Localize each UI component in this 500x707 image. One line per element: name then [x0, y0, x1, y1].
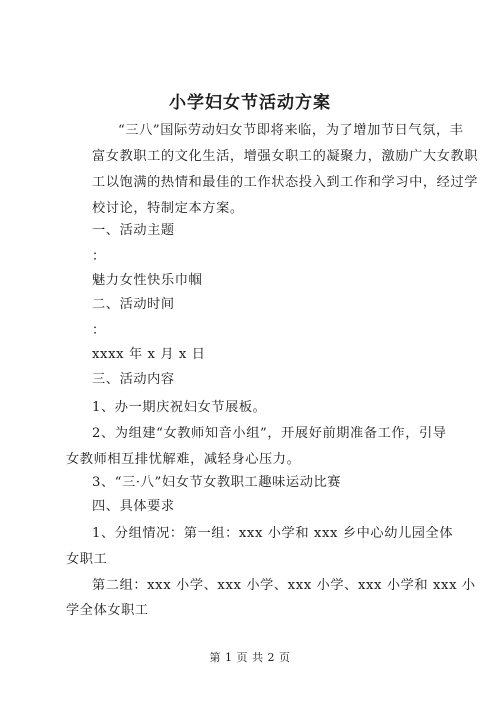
- time-colon: ：: [92, 323, 106, 338]
- intro-line-1: “三八”国际劳动妇女节即将来临，为了增加节日气氛，丰: [118, 123, 464, 138]
- event-date: xxxx 年 x 月 x 日: [92, 347, 206, 362]
- intro-line-3: 工以饱满的热情和最佳的工作状态投入到工作和学习中，经过学: [92, 175, 479, 190]
- section-heading-content: 三、活动内容: [92, 372, 175, 387]
- theme-colon: ：: [92, 249, 106, 264]
- intro-line-2: 富女教职工的文化生活，增强女职工的凝聚力，激励广大女教职: [92, 149, 479, 164]
- content-item-3: 3、“三·八”妇女节女教职工趣味运动比赛: [92, 475, 342, 490]
- section-heading-time: 二、活动时间: [92, 297, 175, 312]
- requirement-2-line-1: 第二组：xxx 小学、xxx 小学、xxx 小学、xxx 小学和 xxx 小: [92, 578, 476, 593]
- theme-text: 魅力女性快乐巾帼: [92, 273, 203, 288]
- section-heading-theme: 一、活动主题: [92, 223, 175, 238]
- section-heading-requirements: 四、具体要求: [92, 499, 175, 514]
- requirement-1-line-2: 女职工: [66, 552, 108, 567]
- page-footer: 第 1 页 共 2 页: [209, 651, 291, 664]
- requirement-2-line-2: 学全体女职工: [66, 603, 149, 618]
- requirement-1-line-1: 1、分组情况：第一组：xxx 小学和 xxx 乡中心幼儿园全体: [92, 526, 454, 541]
- content-item-1: 1、办一期庆祝妇女节展板。: [92, 400, 267, 415]
- document-title: 小学妇女节活动方案: [169, 93, 331, 113]
- content-item-2-line-2: 女教师相互排忧解难，减轻身心压力。: [66, 452, 301, 467]
- intro-line-4: 校讨论，特制定本方案。: [92, 201, 244, 216]
- content-item-2-line-1: 2、为组建“女教师知音小组”，开展好前期准备工作，引导: [92, 426, 447, 441]
